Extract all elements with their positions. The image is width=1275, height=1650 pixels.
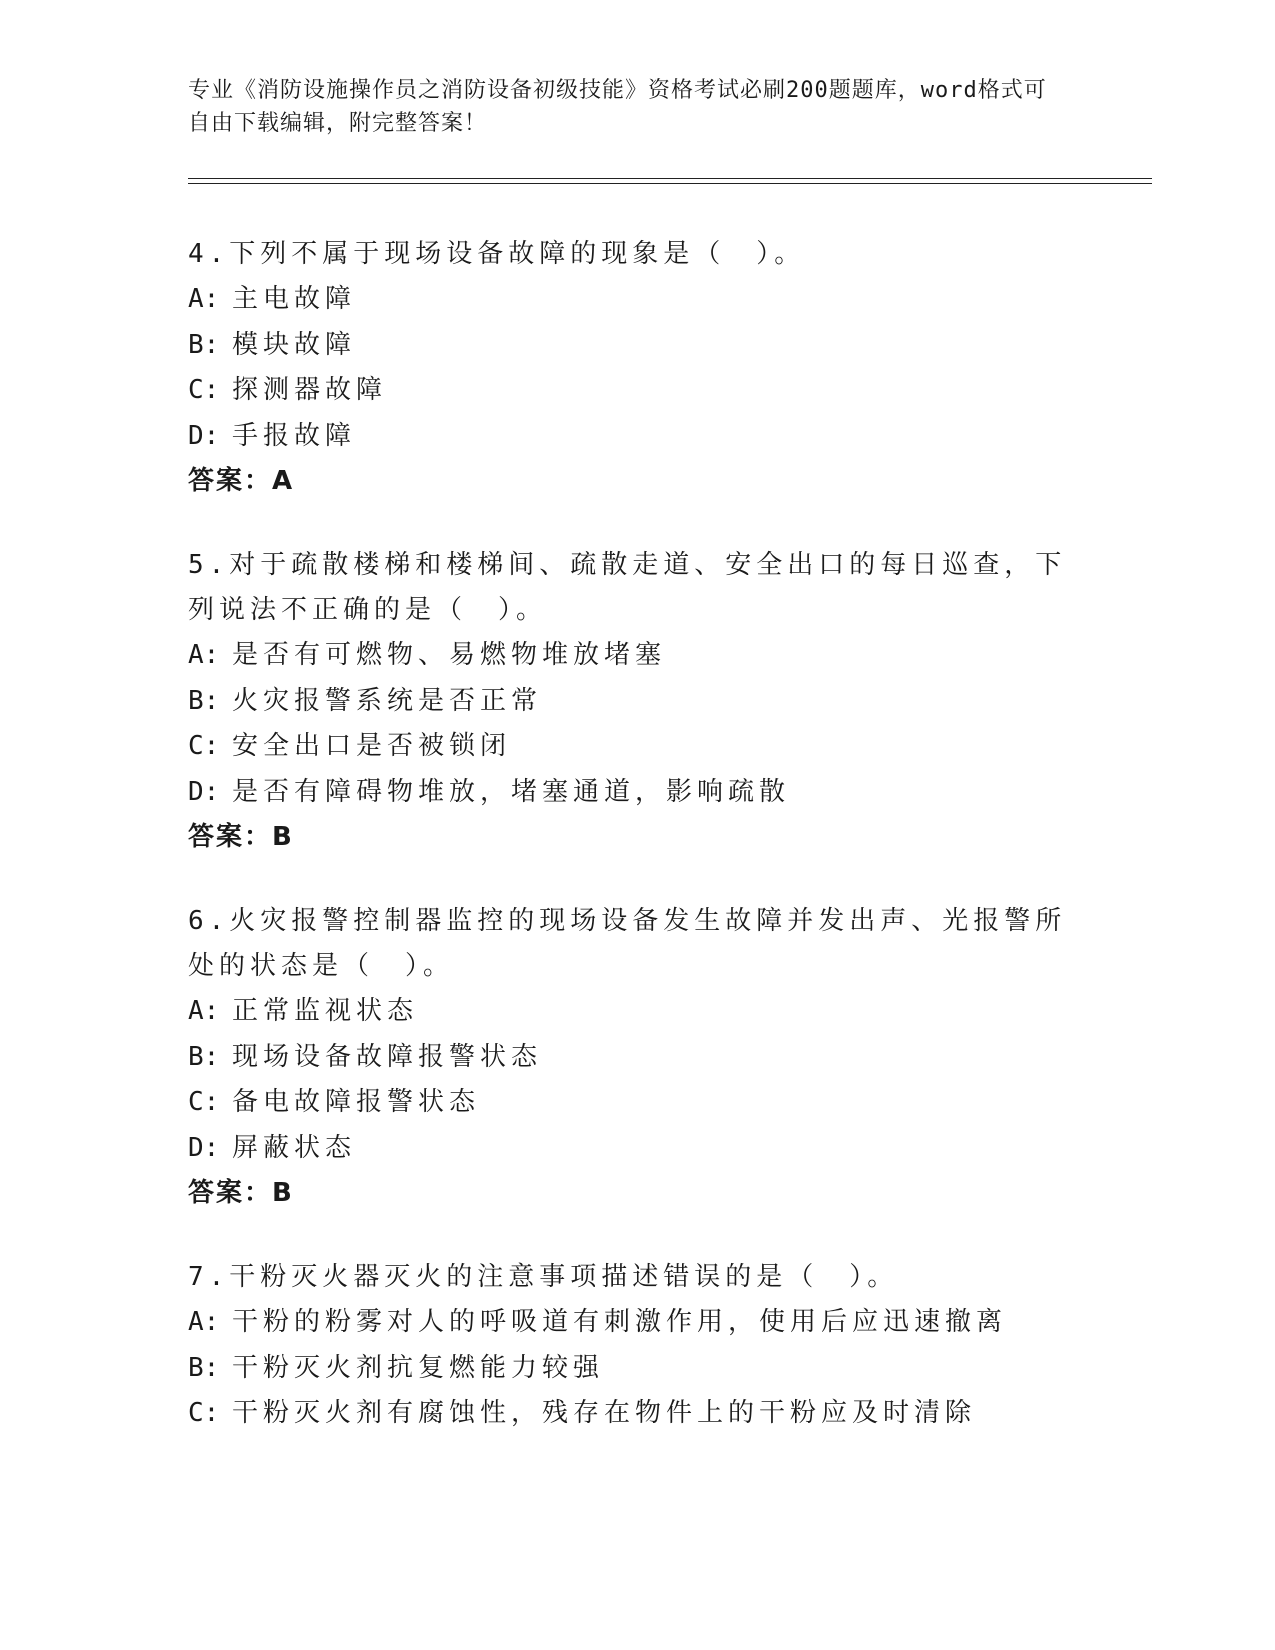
option-label: C: xyxy=(188,1087,220,1118)
option-text: 干粉灭火剂有腐蚀性，残存在物件上的干粉应及时清除 xyxy=(232,1398,977,1429)
document-header: 专业《消防设施操作员之消防设备初级技能》资格考试必刷200题题库，word格式可自由下载编辑，附完整答案！ xyxy=(188,78,1047,136)
option-text: 屏蔽状态 xyxy=(232,1132,357,1163)
question-stem: 5.对于疏散楼梯和楼梯间、疏散走道、安全出口的每日巡查，下列说法不正确的是（ ）。 xyxy=(188,549,1067,625)
answer-line: 答案：A xyxy=(188,466,295,497)
option-text: 正常监视状态 xyxy=(232,995,419,1026)
option-text: 备电故障报警状态 xyxy=(232,1087,481,1118)
answer-line: 答案：B xyxy=(188,1178,294,1209)
answer-line: 答案：B xyxy=(188,822,294,853)
option-text: 火灾报警系统是否正常 xyxy=(232,685,543,716)
option-text: 模块故障 xyxy=(232,329,357,360)
option-label: B: xyxy=(188,1041,220,1072)
option-text: 探测器故障 xyxy=(232,375,388,406)
option-text: 现场设备故障报警状态 xyxy=(232,1041,543,1072)
option-d xyxy=(188,1126,1088,1172)
option-label: A: xyxy=(188,284,220,314)
option-a xyxy=(188,633,1088,679)
option-text: 手报故障 xyxy=(232,420,357,451)
option-label: D: xyxy=(188,1132,220,1163)
header-divider-bottom xyxy=(188,183,1152,184)
question-stem: 4.下列不属于现场设备故障的现象是（ ）。 xyxy=(188,239,806,269)
option-text: 干粉灭火剂抗复燃能力较强 xyxy=(232,1352,605,1383)
question-item xyxy=(188,899,1088,1217)
option-label: D: xyxy=(188,420,220,451)
option-d xyxy=(188,414,1088,460)
option-c xyxy=(188,368,1088,414)
option-text: 是否有可燃物、易燃物堆放堵塞 xyxy=(232,639,667,670)
option-b xyxy=(188,679,1088,725)
question-item xyxy=(188,232,1088,505)
option-c xyxy=(188,1391,1088,1437)
option-b xyxy=(188,323,1088,369)
option-label: A: xyxy=(188,995,220,1026)
option-text: 主电故障 xyxy=(232,284,357,314)
option-a xyxy=(188,1300,1088,1346)
question-stem: 6.火灾报警控制器监控的现场设备发生故障并发出声、光报警所处的状态是（ ）。 xyxy=(188,905,1067,981)
option-c xyxy=(188,1080,1088,1126)
option-text: 安全出口是否被锁闭 xyxy=(232,731,512,762)
option-label: A: xyxy=(188,639,220,670)
option-label: C: xyxy=(188,375,220,406)
option-c xyxy=(188,724,1088,770)
question-stem: 7.干粉灭火器灭火的注意事项描述错误的是（ ）。 xyxy=(188,1261,899,1292)
option-text: 是否有障碍物堆放，堵塞通道，影响疏散 xyxy=(232,776,791,807)
option-label: C: xyxy=(188,1398,220,1429)
option-label: B: xyxy=(188,685,220,716)
option-d xyxy=(188,770,1088,816)
question-list xyxy=(188,232,1088,1475)
option-label: B: xyxy=(188,329,220,360)
header-divider-top xyxy=(188,178,1152,179)
option-text: 干粉的粉雾对人的呼吸道有刺激作用，使用后应迅速撤离 xyxy=(232,1306,1008,1337)
option-label: C: xyxy=(188,731,220,762)
option-a xyxy=(188,277,1088,323)
option-a xyxy=(188,989,1088,1035)
option-b xyxy=(188,1035,1088,1081)
option-label: D: xyxy=(188,776,220,807)
option-b xyxy=(188,1346,1088,1392)
option-label: A: xyxy=(188,1306,220,1337)
question-item xyxy=(188,543,1088,861)
option-label: B: xyxy=(188,1352,220,1383)
question-item xyxy=(188,1255,1088,1437)
